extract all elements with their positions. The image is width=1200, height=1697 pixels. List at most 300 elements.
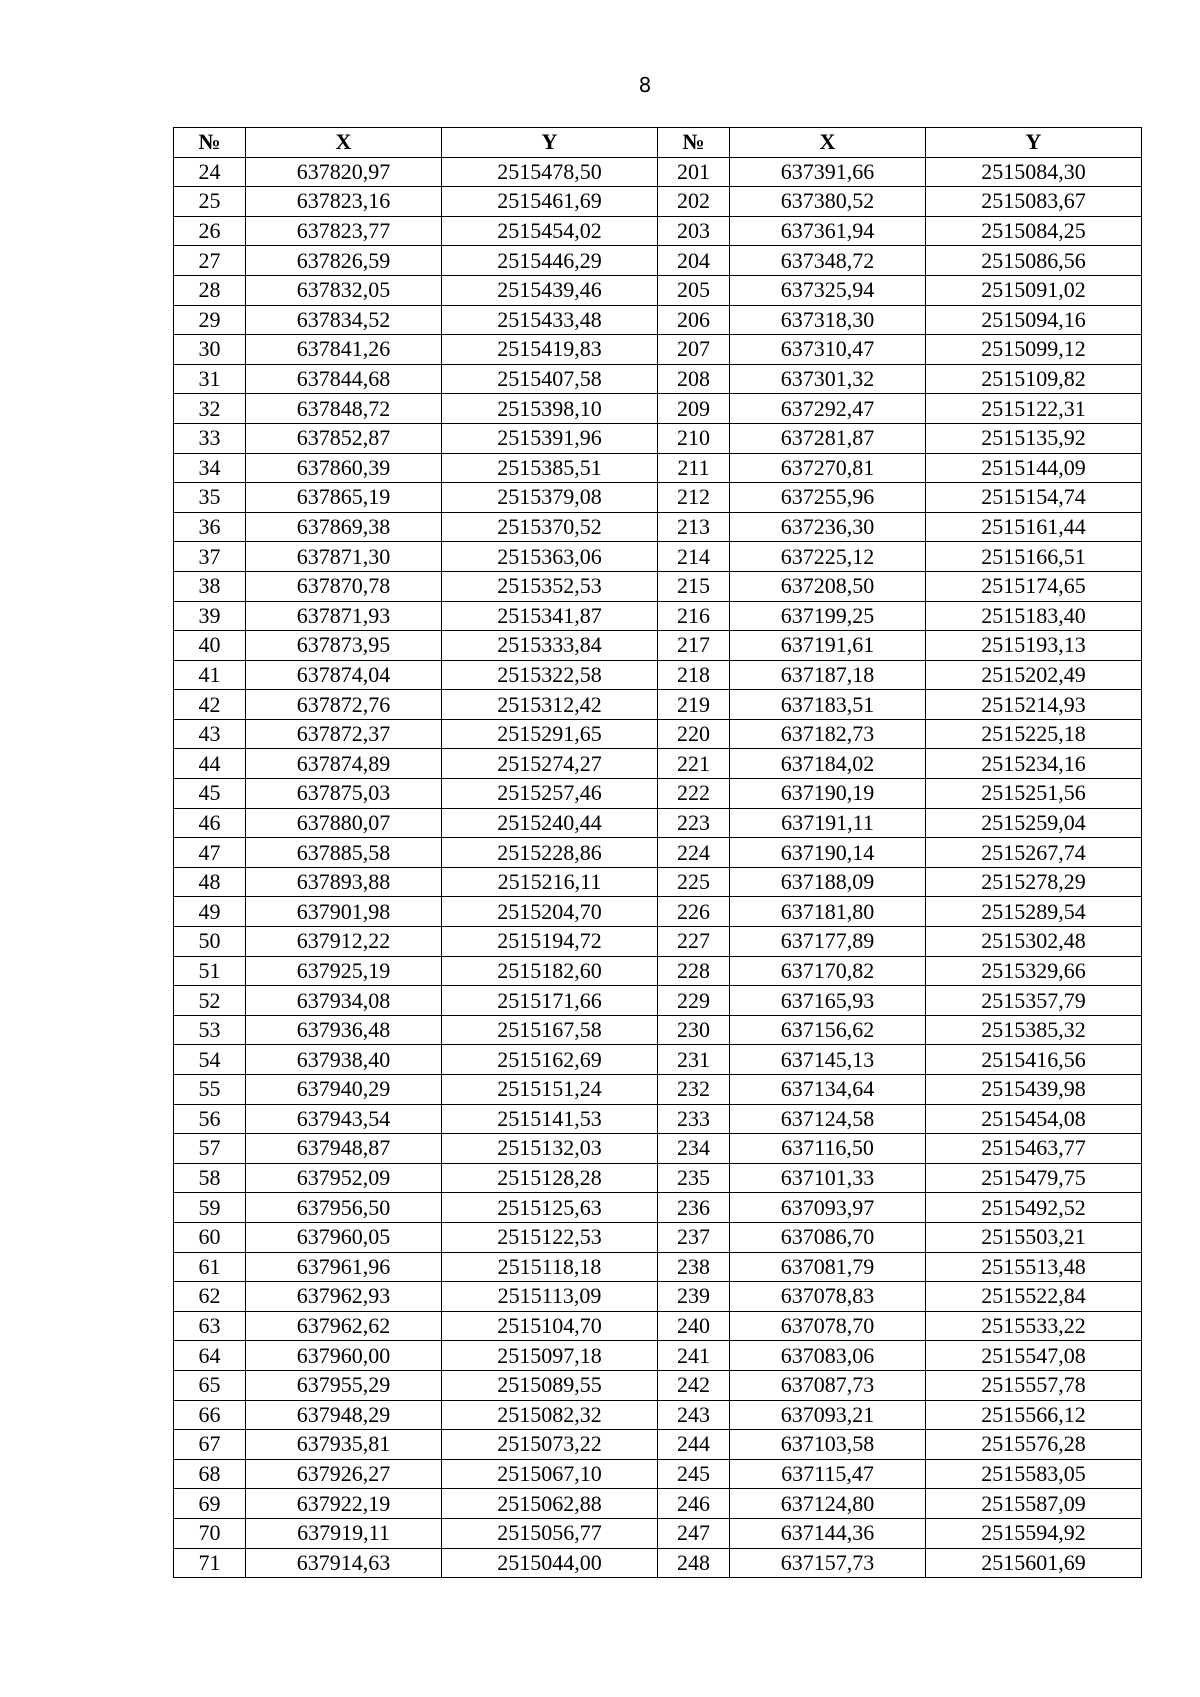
x-coordinate-left: 637940,29 — [246, 1075, 442, 1105]
x-coordinate-left: 637952,09 — [246, 1163, 442, 1193]
point-number-left: 51 — [174, 956, 246, 986]
table-row — [174, 157, 1142, 187]
table-row — [174, 305, 1142, 335]
point-number-right: 215 — [658, 571, 730, 601]
x-coordinate-right: 637116,50 — [730, 1134, 926, 1164]
header-row — [174, 128, 1142, 158]
y-coordinate-right: 2515416,56 — [926, 1045, 1142, 1075]
table-row — [174, 749, 1142, 779]
x-coordinate-left: 637885,58 — [246, 838, 442, 868]
x-coordinate-right: 637188,09 — [730, 867, 926, 897]
y-coordinate-right: 2515154,74 — [926, 483, 1142, 513]
y-coordinate-right: 2515135,92 — [926, 423, 1142, 453]
point-number-right: 240 — [658, 1311, 730, 1341]
x-coordinate-right: 637181,80 — [730, 897, 926, 927]
table-row — [174, 1045, 1142, 1075]
y-coordinate-right: 2515329,66 — [926, 956, 1142, 986]
x-coordinate-right: 637124,58 — [730, 1104, 926, 1134]
y-coordinate-left: 2515385,51 — [442, 453, 658, 483]
point-number-right: 221 — [658, 749, 730, 779]
point-number-right: 203 — [658, 216, 730, 246]
point-number-left: 41 — [174, 660, 246, 690]
y-coordinate-left: 2515363,06 — [442, 542, 658, 572]
x-coordinate-left: 637860,39 — [246, 453, 442, 483]
x-coordinate-right: 637191,61 — [730, 631, 926, 661]
table-row — [174, 275, 1142, 305]
x-coordinate-right: 637145,13 — [730, 1045, 926, 1075]
table-row — [174, 453, 1142, 483]
x-coordinate-left: 637901,98 — [246, 897, 442, 927]
y-coordinate-left: 2515379,08 — [442, 483, 658, 513]
point-number-left: 47 — [174, 838, 246, 868]
x-coordinate-left: 637948,29 — [246, 1400, 442, 1430]
point-number-right: 239 — [658, 1282, 730, 1312]
y-coordinate-left: 2515352,53 — [442, 571, 658, 601]
y-coordinate-left: 2515257,46 — [442, 779, 658, 809]
x-coordinate-right: 637115,47 — [730, 1459, 926, 1489]
y-coordinate-left: 2515082,32 — [442, 1400, 658, 1430]
y-coordinate-left: 2515228,86 — [442, 838, 658, 868]
x-coordinate-left: 637865,19 — [246, 483, 442, 513]
x-coordinate-right: 637391,66 — [730, 157, 926, 187]
x-coordinate-right: 637081,79 — [730, 1252, 926, 1282]
x-coordinate-right: 637270,81 — [730, 453, 926, 483]
point-number-left: 40 — [174, 631, 246, 661]
point-number-right: 248 — [658, 1548, 730, 1578]
table-row — [174, 1282, 1142, 1312]
point-number-left: 49 — [174, 897, 246, 927]
y-coordinate-left: 2515312,42 — [442, 690, 658, 720]
point-number-right: 213 — [658, 512, 730, 542]
y-coordinate-right: 2515587,09 — [926, 1489, 1142, 1519]
table-row — [174, 216, 1142, 246]
header-number-right: № — [658, 128, 730, 158]
y-coordinate-left: 2515341,87 — [442, 601, 658, 631]
point-number-right: 216 — [658, 601, 730, 631]
y-coordinate-left: 2515067,10 — [442, 1459, 658, 1489]
page-number: 8 — [638, 73, 652, 97]
x-coordinate-right: 637101,33 — [730, 1163, 926, 1193]
y-coordinate-right: 2515479,75 — [926, 1163, 1142, 1193]
x-coordinate-left: 637870,78 — [246, 571, 442, 601]
point-number-right: 237 — [658, 1222, 730, 1252]
header-number-left: № — [174, 128, 246, 158]
y-coordinate-left: 2515128,28 — [442, 1163, 658, 1193]
y-coordinate-left: 2515291,65 — [442, 719, 658, 749]
x-coordinate-right: 637078,83 — [730, 1282, 926, 1312]
x-coordinate-right: 637190,14 — [730, 838, 926, 868]
x-coordinate-left: 637869,38 — [246, 512, 442, 542]
y-coordinate-left: 2515322,58 — [442, 660, 658, 690]
y-coordinate-left: 2515141,53 — [442, 1104, 658, 1134]
x-coordinate-left: 637872,37 — [246, 719, 442, 749]
x-coordinate-left: 637823,77 — [246, 216, 442, 246]
y-coordinate-right: 2515267,74 — [926, 838, 1142, 868]
table-row — [174, 483, 1142, 513]
point-number-right: 236 — [658, 1193, 730, 1223]
y-coordinate-right: 2515463,77 — [926, 1134, 1142, 1164]
table-row — [174, 986, 1142, 1016]
table-row — [174, 187, 1142, 217]
point-number-left: 35 — [174, 483, 246, 513]
x-coordinate-right: 637086,70 — [730, 1222, 926, 1252]
x-coordinate-right: 637318,30 — [730, 305, 926, 335]
y-coordinate-left: 2515056,77 — [442, 1518, 658, 1548]
y-coordinate-right: 2515091,02 — [926, 275, 1142, 305]
point-number-left: 24 — [174, 157, 246, 187]
table-row — [174, 1548, 1142, 1578]
y-coordinate-right: 2515522,84 — [926, 1282, 1142, 1312]
point-number-right: 219 — [658, 690, 730, 720]
x-coordinate-right: 637183,51 — [730, 690, 926, 720]
table-row — [174, 394, 1142, 424]
point-number-left: 54 — [174, 1045, 246, 1075]
x-coordinate-left: 637943,54 — [246, 1104, 442, 1134]
y-coordinate-left: 2515478,50 — [442, 157, 658, 187]
table-row — [174, 1518, 1142, 1548]
x-coordinate-left: 637922,19 — [246, 1489, 442, 1519]
point-number-left: 64 — [174, 1341, 246, 1371]
x-coordinate-right: 637182,73 — [730, 719, 926, 749]
y-coordinate-left: 2515171,66 — [442, 986, 658, 1016]
x-coordinate-right: 637236,30 — [730, 512, 926, 542]
y-coordinate-right: 2515183,40 — [926, 601, 1142, 631]
table-row — [174, 1489, 1142, 1519]
y-coordinate-right: 2515144,09 — [926, 453, 1142, 483]
point-number-left: 57 — [174, 1134, 246, 1164]
point-number-left: 27 — [174, 246, 246, 276]
table-row — [174, 1341, 1142, 1371]
y-coordinate-left: 2515089,55 — [442, 1370, 658, 1400]
point-number-right: 209 — [658, 394, 730, 424]
x-coordinate-right: 637087,73 — [730, 1370, 926, 1400]
point-number-left: 39 — [174, 601, 246, 631]
x-coordinate-right: 637361,94 — [730, 216, 926, 246]
x-coordinate-left: 637848,72 — [246, 394, 442, 424]
point-number-right: 246 — [658, 1489, 730, 1519]
table-row — [174, 335, 1142, 365]
x-coordinate-left: 637956,50 — [246, 1193, 442, 1223]
y-coordinate-right: 2515357,79 — [926, 986, 1142, 1016]
point-number-right: 211 — [658, 453, 730, 483]
x-coordinate-right: 637177,89 — [730, 927, 926, 957]
point-number-left: 63 — [174, 1311, 246, 1341]
x-coordinate-left: 637948,87 — [246, 1134, 442, 1164]
y-coordinate-left: 2515216,11 — [442, 867, 658, 897]
point-number-right: 226 — [658, 897, 730, 927]
table-row — [174, 927, 1142, 957]
point-number-left: 43 — [174, 719, 246, 749]
point-number-right: 212 — [658, 483, 730, 513]
point-number-left: 61 — [174, 1252, 246, 1282]
y-coordinate-right: 2515547,08 — [926, 1341, 1142, 1371]
x-coordinate-right: 637134,64 — [730, 1075, 926, 1105]
point-number-right: 227 — [658, 927, 730, 957]
header-y-left: Y — [442, 128, 658, 158]
y-coordinate-right: 2515099,12 — [926, 335, 1142, 365]
point-number-right: 207 — [658, 335, 730, 365]
y-coordinate-right: 2515234,16 — [926, 749, 1142, 779]
x-coordinate-left: 637834,52 — [246, 305, 442, 335]
point-number-right: 242 — [658, 1370, 730, 1400]
y-coordinate-left: 2515333,84 — [442, 631, 658, 661]
y-coordinate-left: 2515113,09 — [442, 1282, 658, 1312]
x-coordinate-left: 637875,03 — [246, 779, 442, 809]
y-coordinate-right: 2515513,48 — [926, 1252, 1142, 1282]
point-number-right: 225 — [658, 867, 730, 897]
x-coordinate-left: 637919,11 — [246, 1518, 442, 1548]
point-number-right: 230 — [658, 1015, 730, 1045]
point-number-left: 29 — [174, 305, 246, 335]
x-coordinate-left: 637938,40 — [246, 1045, 442, 1075]
y-coordinate-left: 2515118,18 — [442, 1252, 658, 1282]
header-x-right: X — [730, 128, 926, 158]
y-coordinate-right: 2515576,28 — [926, 1430, 1142, 1460]
x-coordinate-left: 637955,29 — [246, 1370, 442, 1400]
point-number-right: 204 — [658, 246, 730, 276]
point-number-left: 26 — [174, 216, 246, 246]
point-number-right: 232 — [658, 1075, 730, 1105]
y-coordinate-right: 2515193,13 — [926, 631, 1142, 661]
table-row — [174, 1015, 1142, 1045]
point-number-left: 60 — [174, 1222, 246, 1252]
y-coordinate-left: 2515240,44 — [442, 808, 658, 838]
point-number-right: 238 — [658, 1252, 730, 1282]
x-coordinate-left: 637873,95 — [246, 631, 442, 661]
point-number-right: 231 — [658, 1045, 730, 1075]
point-number-right: 245 — [658, 1459, 730, 1489]
point-number-right: 210 — [658, 423, 730, 453]
x-coordinate-right: 637191,11 — [730, 808, 926, 838]
coordinates-table — [173, 127, 1142, 1578]
y-coordinate-left: 2515419,83 — [442, 335, 658, 365]
point-number-left: 66 — [174, 1400, 246, 1430]
point-number-left: 59 — [174, 1193, 246, 1223]
x-coordinate-right: 637093,21 — [730, 1400, 926, 1430]
y-coordinate-left: 2515122,53 — [442, 1222, 658, 1252]
header-x-left: X — [246, 128, 442, 158]
point-number-right: 241 — [658, 1341, 730, 1371]
point-number-left: 67 — [174, 1430, 246, 1460]
y-coordinate-left: 2515182,60 — [442, 956, 658, 986]
x-coordinate-left: 637935,81 — [246, 1430, 442, 1460]
x-coordinate-left: 637962,93 — [246, 1282, 442, 1312]
point-number-left: 46 — [174, 808, 246, 838]
point-number-left: 71 — [174, 1548, 246, 1578]
y-coordinate-right: 2515439,98 — [926, 1075, 1142, 1105]
table-body — [174, 157, 1142, 1578]
table-row — [174, 1163, 1142, 1193]
x-coordinate-right: 637144,36 — [730, 1518, 926, 1548]
x-coordinate-right: 637380,52 — [730, 187, 926, 217]
point-number-right: 229 — [658, 986, 730, 1016]
y-coordinate-right: 2515278,29 — [926, 867, 1142, 897]
table-row — [174, 1193, 1142, 1223]
x-coordinate-left: 637832,05 — [246, 275, 442, 305]
y-coordinate-right: 2515533,22 — [926, 1311, 1142, 1341]
x-coordinate-right: 637078,70 — [730, 1311, 926, 1341]
y-coordinate-right: 2515594,92 — [926, 1518, 1142, 1548]
x-coordinate-right: 637208,50 — [730, 571, 926, 601]
x-coordinate-left: 637925,19 — [246, 956, 442, 986]
point-number-left: 68 — [174, 1459, 246, 1489]
y-coordinate-right: 2515202,49 — [926, 660, 1142, 690]
y-coordinate-left: 2515446,29 — [442, 246, 658, 276]
y-coordinate-left: 2515439,46 — [442, 275, 658, 305]
y-coordinate-right: 2515503,21 — [926, 1222, 1142, 1252]
y-coordinate-left: 2515104,70 — [442, 1311, 658, 1341]
point-number-right: 234 — [658, 1134, 730, 1164]
x-coordinate-right: 637165,93 — [730, 986, 926, 1016]
table-row — [174, 779, 1142, 809]
y-coordinate-right: 2515225,18 — [926, 719, 1142, 749]
x-coordinate-right: 637170,82 — [730, 956, 926, 986]
point-number-left: 44 — [174, 749, 246, 779]
point-number-right: 233 — [658, 1104, 730, 1134]
x-coordinate-right: 637325,94 — [730, 275, 926, 305]
point-number-left: 52 — [174, 986, 246, 1016]
table-row — [174, 897, 1142, 927]
x-coordinate-right: 637348,72 — [730, 246, 926, 276]
point-number-left: 58 — [174, 1163, 246, 1193]
point-number-left: 55 — [174, 1075, 246, 1105]
y-coordinate-right: 2515122,31 — [926, 394, 1142, 424]
table-row — [174, 364, 1142, 394]
y-coordinate-left: 2515274,27 — [442, 749, 658, 779]
y-coordinate-right: 2515385,32 — [926, 1015, 1142, 1045]
x-coordinate-left: 637826,59 — [246, 246, 442, 276]
point-number-right: 205 — [658, 275, 730, 305]
y-coordinate-right: 2515174,65 — [926, 571, 1142, 601]
point-number-left: 33 — [174, 423, 246, 453]
table-row — [174, 601, 1142, 631]
x-coordinate-left: 637880,07 — [246, 808, 442, 838]
y-coordinate-right: 2515492,52 — [926, 1193, 1142, 1223]
y-coordinate-right: 2515302,48 — [926, 927, 1142, 957]
x-coordinate-left: 637961,96 — [246, 1252, 442, 1282]
y-coordinate-left: 2515433,48 — [442, 305, 658, 335]
table-row — [174, 1459, 1142, 1489]
x-coordinate-right: 637255,96 — [730, 483, 926, 513]
header-y-right: Y — [926, 128, 1142, 158]
y-coordinate-left: 2515062,88 — [442, 1489, 658, 1519]
y-coordinate-left: 2515398,10 — [442, 394, 658, 424]
x-coordinate-left: 637820,97 — [246, 157, 442, 187]
point-number-right: 244 — [658, 1430, 730, 1460]
y-coordinate-right: 2515583,05 — [926, 1459, 1142, 1489]
y-coordinate-right: 2515084,30 — [926, 157, 1142, 187]
point-number-left: 50 — [174, 927, 246, 957]
point-number-left: 30 — [174, 335, 246, 365]
x-coordinate-left: 637872,76 — [246, 690, 442, 720]
y-coordinate-right: 2515166,51 — [926, 542, 1142, 572]
y-coordinate-left: 2515454,02 — [442, 216, 658, 246]
point-number-left: 69 — [174, 1489, 246, 1519]
table-row — [174, 660, 1142, 690]
x-coordinate-left: 637893,88 — [246, 867, 442, 897]
point-number-left: 45 — [174, 779, 246, 809]
table-header — [174, 128, 1142, 158]
x-coordinate-right: 637225,12 — [730, 542, 926, 572]
y-coordinate-left: 2515204,70 — [442, 897, 658, 927]
point-number-left: 36 — [174, 512, 246, 542]
table-row — [174, 838, 1142, 868]
y-coordinate-left: 2515073,22 — [442, 1430, 658, 1460]
x-coordinate-right: 637301,32 — [730, 364, 926, 394]
x-coordinate-right: 637292,47 — [730, 394, 926, 424]
point-number-left: 65 — [174, 1370, 246, 1400]
point-number-left: 34 — [174, 453, 246, 483]
point-number-right: 218 — [658, 660, 730, 690]
table-row — [174, 542, 1142, 572]
y-coordinate-right: 2515557,78 — [926, 1370, 1142, 1400]
x-coordinate-left: 637934,08 — [246, 986, 442, 1016]
y-coordinate-left: 2515125,63 — [442, 1193, 658, 1223]
point-number-left: 62 — [174, 1282, 246, 1312]
table-row — [174, 1134, 1142, 1164]
x-coordinate-left: 637960,05 — [246, 1222, 442, 1252]
point-number-right: 217 — [658, 631, 730, 661]
point-number-left: 32 — [174, 394, 246, 424]
point-number-right: 201 — [658, 157, 730, 187]
table-row — [174, 246, 1142, 276]
x-coordinate-right: 637156,62 — [730, 1015, 926, 1045]
y-coordinate-left: 2515391,96 — [442, 423, 658, 453]
point-number-right: 235 — [658, 1163, 730, 1193]
y-coordinate-right: 2515601,69 — [926, 1548, 1142, 1578]
point-number-left: 25 — [174, 187, 246, 217]
x-coordinate-right: 637103,58 — [730, 1430, 926, 1460]
x-coordinate-right: 637157,73 — [730, 1548, 926, 1578]
x-coordinate-right: 637184,02 — [730, 749, 926, 779]
y-coordinate-right: 2515214,93 — [926, 690, 1142, 720]
x-coordinate-left: 637874,04 — [246, 660, 442, 690]
point-number-left: 28 — [174, 275, 246, 305]
y-coordinate-left: 2515044,00 — [442, 1548, 658, 1578]
table-row — [174, 867, 1142, 897]
point-number-right: 220 — [658, 719, 730, 749]
y-coordinate-right: 2515086,56 — [926, 246, 1142, 276]
y-coordinate-right: 2515109,82 — [926, 364, 1142, 394]
table-row — [174, 1104, 1142, 1134]
point-number-right: 222 — [658, 779, 730, 809]
x-coordinate-right: 637190,19 — [730, 779, 926, 809]
table-row — [174, 690, 1142, 720]
x-coordinate-right: 637124,80 — [730, 1489, 926, 1519]
y-coordinate-left: 2515151,24 — [442, 1075, 658, 1105]
point-number-left: 38 — [174, 571, 246, 601]
x-coordinate-left: 637926,27 — [246, 1459, 442, 1489]
x-coordinate-left: 637844,68 — [246, 364, 442, 394]
table-row — [174, 808, 1142, 838]
x-coordinate-left: 637871,93 — [246, 601, 442, 631]
point-number-right: 224 — [658, 838, 730, 868]
x-coordinate-right: 637310,47 — [730, 335, 926, 365]
x-coordinate-left: 637914,63 — [246, 1548, 442, 1578]
y-coordinate-right: 2515161,44 — [926, 512, 1142, 542]
point-number-left: 31 — [174, 364, 246, 394]
y-coordinate-right: 2515454,08 — [926, 1104, 1142, 1134]
y-coordinate-right: 2515566,12 — [926, 1400, 1142, 1430]
point-number-left: 42 — [174, 690, 246, 720]
x-coordinate-right: 637093,97 — [730, 1193, 926, 1223]
y-coordinate-left: 2515370,52 — [442, 512, 658, 542]
y-coordinate-left: 2515167,58 — [442, 1015, 658, 1045]
table-row — [174, 1370, 1142, 1400]
y-coordinate-right: 2515084,25 — [926, 216, 1142, 246]
point-number-right: 202 — [658, 187, 730, 217]
table-row — [174, 423, 1142, 453]
